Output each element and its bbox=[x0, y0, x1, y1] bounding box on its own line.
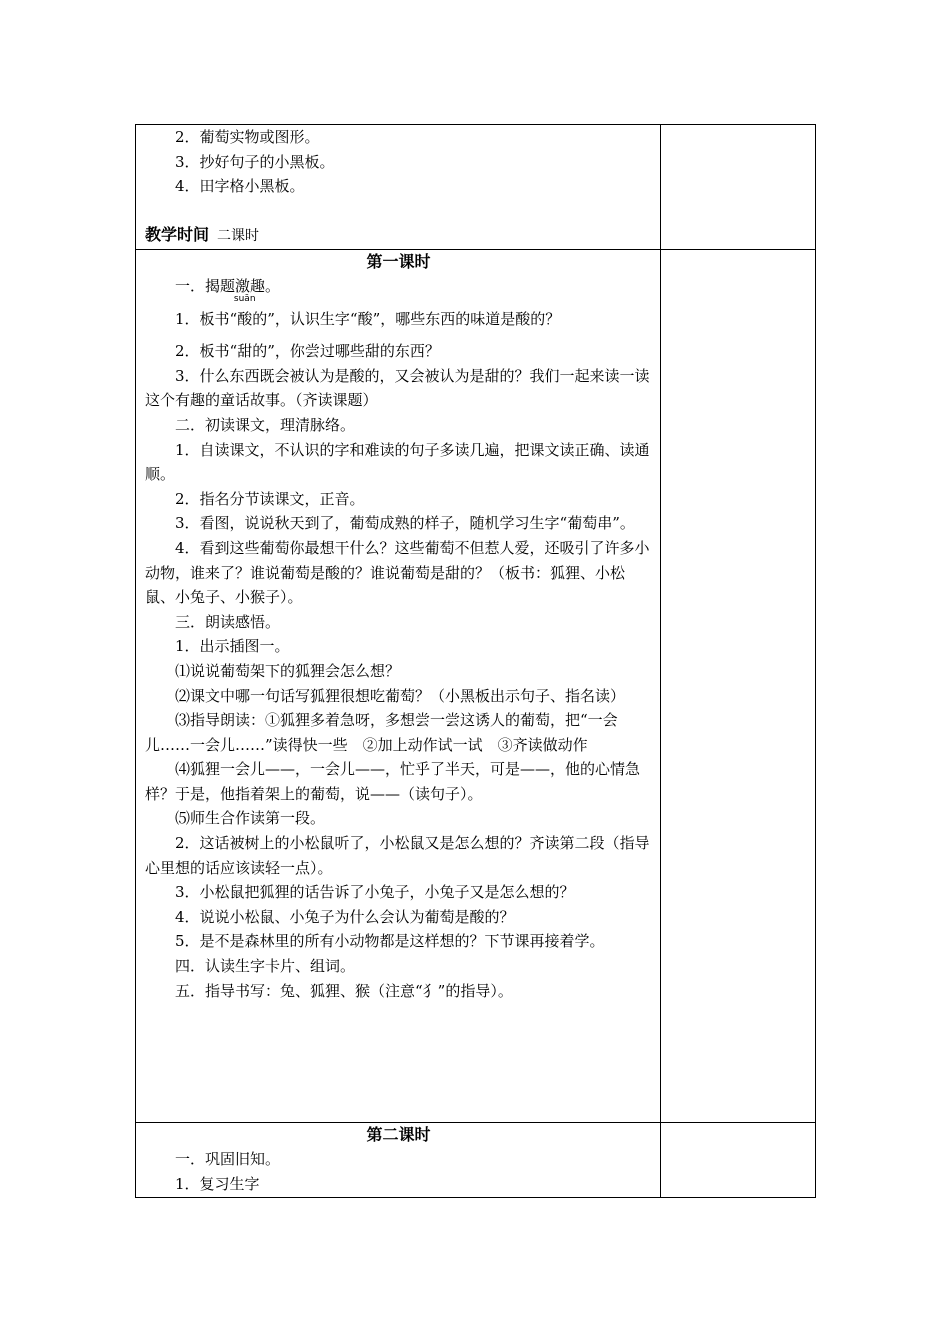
paragraph: 1．出示插图一。 bbox=[175, 637, 290, 656]
section-title: 四．认读生字卡片、组词。 bbox=[175, 957, 356, 976]
paragraph: 3．看图，说说秋天到了，葡萄成熟的样子，随机学习生字“葡萄串”。 bbox=[175, 514, 635, 533]
lesson1-heading: 第一课时 bbox=[366, 252, 431, 271]
section-title: 一．揭题激趣。 bbox=[175, 277, 281, 295]
prep-item: 2．葡萄实物或图形。 bbox=[175, 128, 320, 146]
prep-row bbox=[135, 124, 816, 249]
teaching-time-value: 二课时 bbox=[217, 228, 260, 245]
prep-cell bbox=[136, 125, 661, 249]
prep-item: 4．田字格小黑板。 bbox=[175, 177, 305, 196]
paragraph: 5．是不是森林里的所有小动物都是这样想的？下节课再接着学。 bbox=[175, 932, 605, 951]
notes-cell bbox=[661, 1123, 815, 1197]
paragraph: 3．什么东西既会被认为是酸的，又会被认为是甜的？我们一起来读一读这个有趣的童话故事。（齐读课题） bbox=[145, 366, 650, 410]
lesson1-cell bbox=[136, 250, 661, 1122]
paragraph: ⑵课文中哪一句话写狐狸很想吃葡萄？（小黑板出示句子、指名读） bbox=[175, 686, 626, 705]
paragraph: 1．板书“ suān 酸的”，认识生字“酸”，哪些东西的味道是酸的？ bbox=[145, 307, 652, 332]
paragraph: ⑶指导朗读：①狐狸多着急呀，多想尝一尝这诱人的葡萄，把“一会儿……一会儿……”读得快一些 ②加上动作试一试 ③齐读做动作 bbox=[145, 711, 618, 754]
paragraph: 2．指名分节读课文，正音。 bbox=[175, 489, 365, 508]
section-title: 一．巩固旧知。 bbox=[175, 1150, 281, 1168]
notes-cell bbox=[661, 250, 815, 1122]
paragraph: 4．说说小松鼠、小兔子为什么会认为葡萄是酸的？ bbox=[175, 907, 515, 926]
paragraph: 3．小松鼠把狐狸的话告诉了小兔子，小兔子又是怎么想的？ bbox=[175, 883, 575, 902]
paragraph: 2．板书“甜的”，你尝过哪些甜的东西？ bbox=[175, 342, 440, 361]
lesson1-row bbox=[135, 249, 816, 1122]
paragraph: 4．看到这些葡萄你最想干什么？这些葡萄不但惹人爱，还吸引了许多小动物，谁来了？谁说葡萄是酸的？谁说葡萄是甜的？（板书：狐狸、小松鼠、小兔子、小猴子）。 bbox=[145, 538, 650, 607]
lesson2-heading: 第二课时 bbox=[366, 1125, 431, 1144]
paragraph: ⑷狐狸一会儿——，一会儿——，忙乎了半天，可是——，他的心情急样？于是，他指着架上的葡萄，说——（读句子）。 bbox=[145, 760, 641, 803]
teaching-time bbox=[145, 223, 652, 247]
teaching-time-label: 教学时间 bbox=[145, 225, 210, 245]
lesson2-row bbox=[135, 1122, 816, 1198]
paragraph: 2．这话被树上的小松鼠听了，小松鼠又是怎么想的？齐读第二段（指导心里想的话应该读轻一点）。 bbox=[145, 834, 650, 877]
paragraph: ⑸师生合作读第一段。 bbox=[175, 809, 326, 828]
paragraph: ⑴说说葡萄架下的狐狸会怎么想？ bbox=[175, 661, 401, 680]
notes-cell bbox=[661, 125, 815, 249]
section-title: 二．初读课文，理清脉络。 bbox=[175, 415, 356, 434]
paragraph: 1．复习生字 bbox=[175, 1174, 260, 1193]
section-title: 三．朗读感悟。 bbox=[175, 612, 281, 631]
pinyin-annotation: suān 酸 bbox=[233, 293, 256, 328]
lesson-plan-table bbox=[135, 124, 816, 1198]
lesson2-cell bbox=[136, 1123, 661, 1197]
section-title: 五．指导书写：兔、狐狸、猴（注意“犭”的指导）。 bbox=[175, 981, 513, 1000]
prep-item: 3．抄好句子的小黑板。 bbox=[175, 152, 335, 171]
paragraph: 1．自读课文，不认识的字和难读的句子多读几遍，把课文读正确、读通顺。 bbox=[145, 440, 650, 484]
